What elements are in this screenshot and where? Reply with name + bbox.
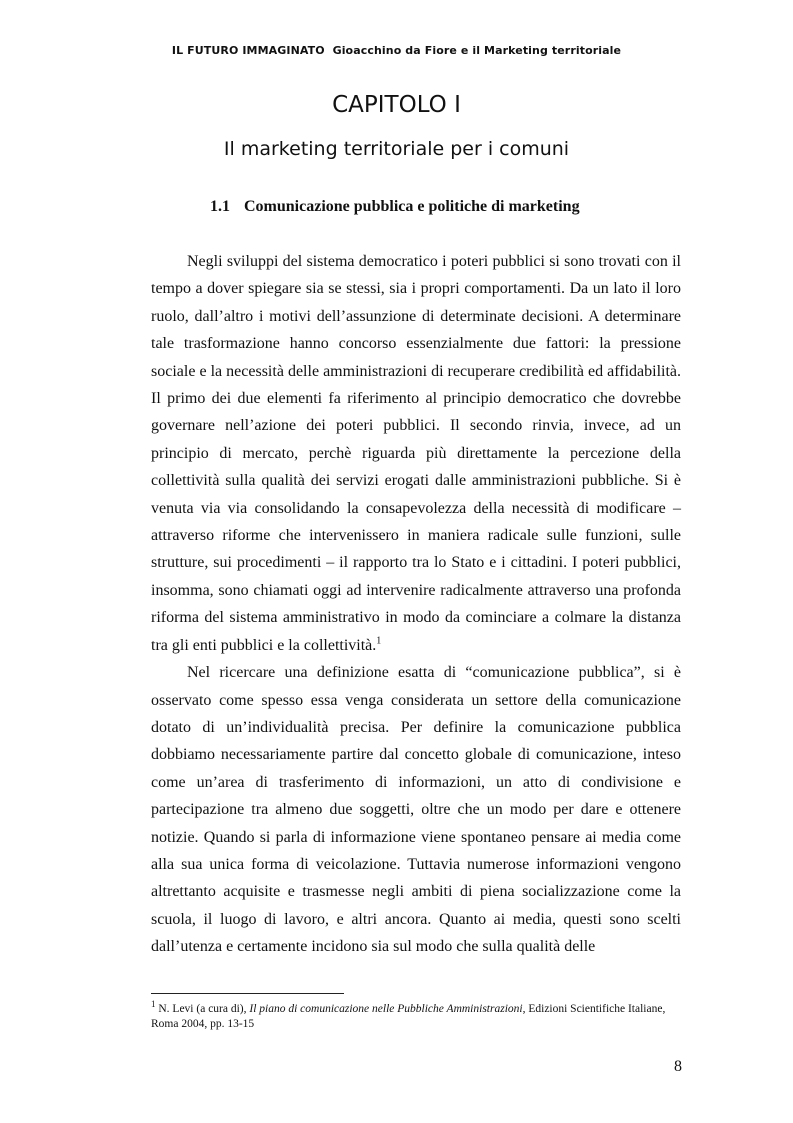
chapter-title: Il marketing territoriale per i comuni: [223, 138, 570, 160]
footnote-details: , Edizioni Scientifiche Italiane, Roma 2004, pp. 13-15: [151, 1003, 666, 1030]
chapter-label: CAPITOLO I: [332, 92, 461, 118]
running-header-subtitle: Gioacchino da Fiore e il Marketing territoriale: [332, 44, 622, 57]
section-number: 1.1: [210, 198, 230, 215]
running-header-title: IL FUTURO IMMAGINATO: [171, 44, 325, 57]
footnote-reference: 1: [376, 635, 382, 647]
paragraph: [151, 248, 681, 659]
footnote-author: N. Levi (a cura di),: [158, 1003, 247, 1015]
footnote: [151, 999, 681, 1032]
footnote-number: 1: [151, 999, 156, 1010]
footnote-divider: [151, 993, 344, 994]
page-number: 8: [674, 1058, 682, 1075]
paragraph: [151, 659, 681, 960]
paragraph-text: Nel ricercare una definizione esatta di “comunicazione pubblica”, si è osservato come spesso essa venga considerata un settore della comunicazione dotato di un’individualità precisa. Per definire la comunicazione pubblica dobbiamo necessariamente partire dal concetto globale di comunicazione, inteso come un’area di trasferimento di informazioni, un atto di condivisione e partecipazione tra almeno due soggetti, oltre che un modo per dare e ottenere notizie. Quando si parla di informazione viene spontaneo pensare ai media come alla sua unica forma di veicolazione. Tuttavia numerose informazioni vengono altrettanto acquisite e trasmesse negli ambiti di piena socializzazione come la scuola, il luogo di lavoro, e altri ancora. Quanto ai media, questi sono scelti dall’utenza e certamente incidono sia sul modo che sulla qualità delle: [151, 664, 681, 956]
section-heading: [210, 198, 580, 216]
section-title: Comunicazione pubblica e politiche di marketing: [244, 198, 580, 215]
running-header: [0, 44, 793, 57]
footnote-work-title: Il piano di comunicazione nelle Pubbliche Amministrazioni: [249, 1003, 523, 1015]
paragraph-text: Negli sviluppi del sistema democratico i poteri pubblici si sono trovati con il tempo a dover spiegare sia se stessi, sia i propri comportamenti. Da un lato il loro ruolo, dall’altro i motivi dell’assunzione di determinate decisioni. A determinare tale trasformazione hanno concorso essenzialmente due fattori: la pressione sociale e la necessità delle amministrazioni di recuperare credibilità ed affidabilità. Il primo dei due elementi fa riferimento al principio democratico che dovrebbe governare nell’azione dei poteri pubblici. Il secondo rinvia, invece, ad un principio di mercato, perchè riguarda più direttamente la percezione della collettività sulla qualità dei servizi erogati dalle amministrazioni pubbliche. Si è venuta via via consolidando la consapevolezza della necessità di modificare – attraverso riforme che intervenissero in maniera radicale sulle funzioni, sulle strutture, sui procedimenti – il rapporto tra lo Stato e i cittadini. I poteri pubblici, insomma, sono chiamati oggi ad intervenire radicalmente attraverso una profonda riforma del sistema amministrativo in modo da cominciare a colmare la distanza tra gli enti pubblici e la collettività.: [151, 253, 681, 654]
body-text: [151, 248, 681, 961]
